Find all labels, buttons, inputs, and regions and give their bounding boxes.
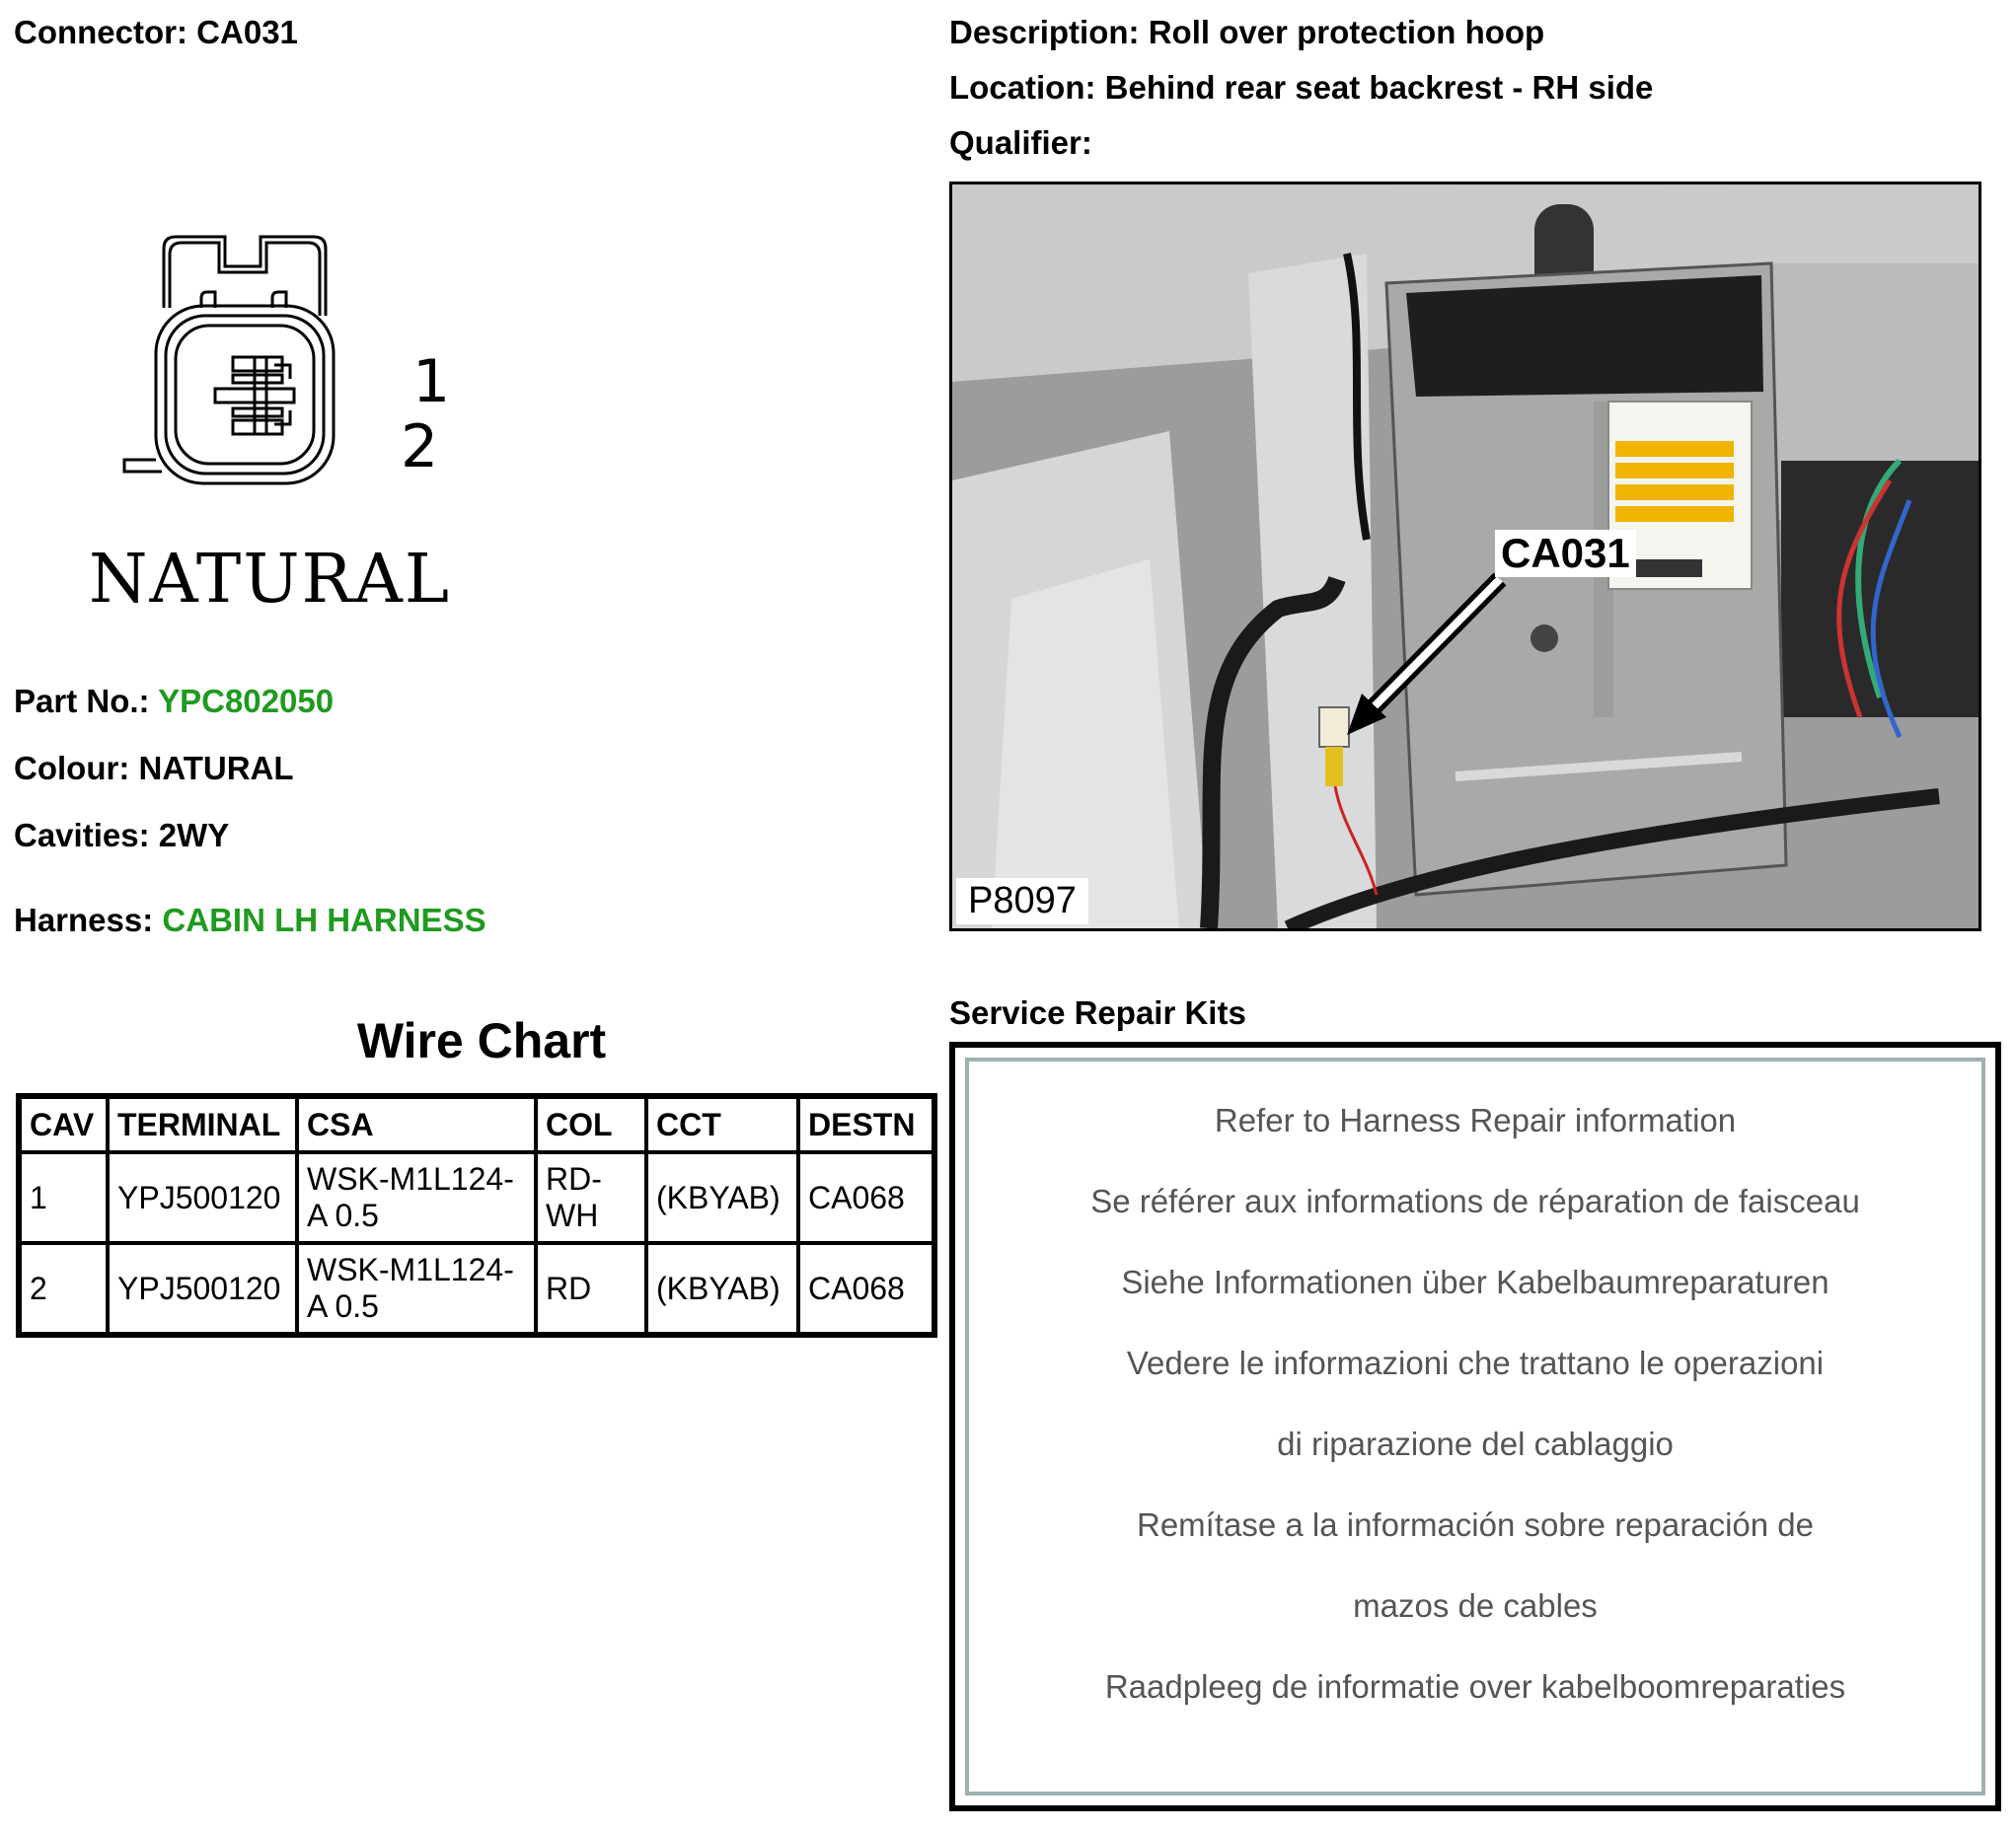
table-row: [19, 1243, 934, 1335]
connector-label: Connector:: [14, 14, 187, 50]
description-value: Roll over protection hoop: [1148, 14, 1545, 50]
qualifier-label: Qualifier:: [949, 124, 1092, 161]
cell-csa-line-2: A 0.5: [307, 1288, 379, 1324]
cell-csa-line-2: A 0.5: [307, 1198, 379, 1233]
description-row: [949, 14, 1544, 51]
header-col: COL: [536, 1096, 646, 1152]
cell-csa-line-1: WSK-M1L124-: [307, 1161, 514, 1197]
harness-label: Harness:: [14, 902, 154, 938]
cavities-label: Cavities:: [14, 817, 150, 853]
wire-chart-table: [16, 1093, 937, 1338]
header-terminal: TERMINAL: [108, 1096, 297, 1152]
cell-destn: CA068: [798, 1243, 934, 1335]
part-no-row: [14, 683, 334, 720]
repair-info-line-de: Siehe Informationen über Kabelbaumreparaturen: [1121, 1264, 1829, 1300]
photo-illustration: [952, 184, 1979, 928]
repair-info-line-es-1: Remítase a la información sobre reparación de: [1136, 1506, 1815, 1543]
repair-info-line-fr: Se référer aux informations de réparation de faisceau: [1090, 1183, 1860, 1219]
cavities-value: 2WY: [158, 817, 230, 853]
location-row: [949, 69, 1653, 107]
wire-chart-title: Wire Chart: [356, 1013, 607, 1068]
wire-chart-header-row: [19, 1096, 934, 1152]
cell-col: [536, 1152, 646, 1243]
cell-csa: [297, 1243, 536, 1335]
cell-cct: (KBYAB): [646, 1152, 798, 1243]
colour-value: NATURAL: [138, 750, 294, 786]
header-cav: CAV: [19, 1096, 108, 1152]
service-repair-kits-text: [969, 1101, 1981, 1748]
colour-row: [14, 750, 294, 787]
cell-destn: CA068: [798, 1152, 934, 1243]
cell-cct: (KBYAB): [646, 1243, 798, 1335]
pin-label-2: 2: [401, 412, 439, 481]
cell-csa-line-1: WSK-M1L124-: [307, 1252, 514, 1287]
table-row: [19, 1152, 934, 1243]
cell-csa: [297, 1152, 536, 1243]
cell-cav: 1: [19, 1152, 108, 1243]
qualifier-row: [949, 124, 1092, 162]
service-repair-kits-box: [949, 1042, 2001, 1811]
repair-info-line-en: Refer to Harness Repair information: [1214, 1102, 1737, 1138]
header-cct: CCT: [646, 1096, 798, 1152]
cell-col: [536, 1243, 646, 1335]
part-no-label: Part No.:: [14, 683, 150, 719]
cell-col-line-1: RD: [546, 1270, 592, 1306]
cell-terminal: YPJ500120: [108, 1243, 297, 1335]
repair-info-line-es-2: mazos de cables: [1353, 1587, 1598, 1624]
cell-col-line-1: RD-: [546, 1161, 602, 1197]
connector-row: [14, 14, 298, 51]
connector-drawing-colour-label: NATURAL: [89, 541, 452, 619]
service-repair-kits-title: Service Repair Kits: [949, 994, 1246, 1031]
part-no-link[interactable]: YPC802050: [158, 683, 335, 719]
service-repair-kits-inner-frame: [965, 1058, 1985, 1795]
location-value: Behind rear seat backrest - RH side: [1104, 69, 1654, 106]
cell-col-line-2: WH: [546, 1198, 599, 1233]
repair-info-line-nl: Raadpleeg de informatie over kabelboomreparaties: [1104, 1668, 1846, 1705]
location-label: Location:: [949, 69, 1096, 106]
connector-location-photo: [949, 182, 1981, 931]
photo-callout-label: CA031: [1495, 530, 1636, 577]
repair-info-line-it-2: di riparazione del cablaggio: [1277, 1426, 1674, 1462]
cavities-row: [14, 817, 229, 854]
photo-reference-id: P8097: [956, 878, 1088, 924]
cell-cav: 2: [19, 1243, 108, 1335]
repair-info-line-it-1: Vedere le informazioni che trattano le operazioni: [1126, 1345, 1825, 1381]
harness-row: [14, 902, 486, 939]
header-destn: DESTN: [798, 1096, 934, 1152]
header-csa: CSA: [297, 1096, 536, 1152]
harness-link[interactable]: CABIN LH HARNESS: [162, 902, 486, 938]
colour-label: Colour:: [14, 750, 130, 786]
connector-id: CA031: [196, 14, 298, 50]
cell-terminal: YPJ500120: [108, 1152, 297, 1243]
pin-label-1: 1: [412, 347, 451, 416]
description-label: Description:: [949, 14, 1140, 50]
